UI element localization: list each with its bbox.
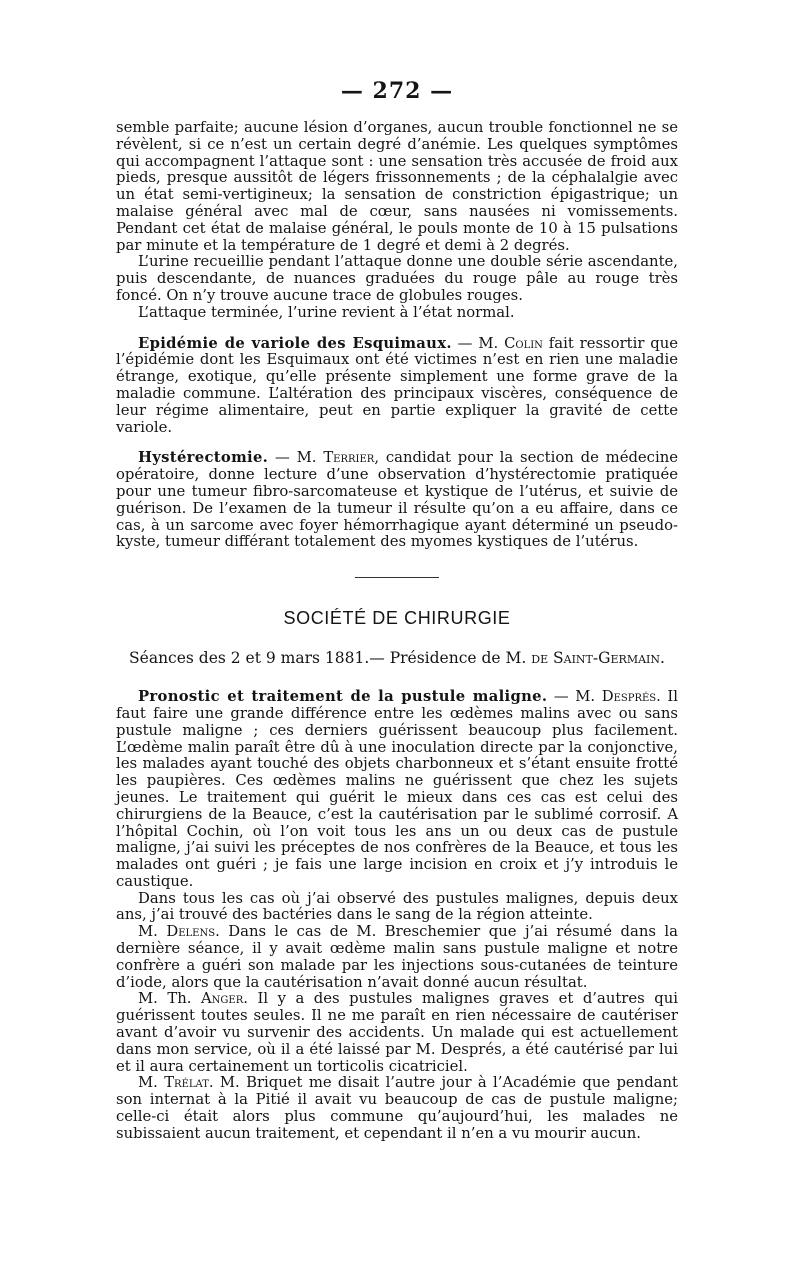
anger-text: . Il y a des pustules malignes graves et d’autres qui guérissent toutes seules. Il ne me paraît en rien nécessaire de cautériser avant d’avoir vu survenir des accidents. Un malade qui est actuellement dans mon service, où il a été laissé par M. Després, a été cautérisé par lui et il aura certainement un torticolis cicatriciel. [116, 990, 678, 1075]
author-colin: Colin [504, 334, 543, 352]
text-column [116, 78, 678, 1143]
delens-lead: M. [138, 923, 167, 941]
trelat-text: . M. Briquet me disait l’autre jour à l’Académie que pendant son internat à la Pitié il avait vu beaucoup de cas de pustule maligne; celle-ci était alors plus commune qu’aujourd’hui, les malades ne subissaient aucun traitement, et cependant il n’en a vu mourir aucun. [116, 1074, 678, 1142]
hysterectomie-text: , candidat pour la section de médecine opératoire, donne lecture d’une observation d’hystérectomie pratiquée pour une tumeur fibro-sarcomateuse et kystique de l’utérus, et suivie de guérison. De l’examen de la tumeur il résulte qu’on a eu affaire, dans ce cas, à un sarcome avec foyer hémorrhagique ayant déterminé un pseudo-kyste, tumeur différant totalement des myomes kystiques de l’utérus. [116, 449, 678, 551]
anger-lead: M. Th. [138, 990, 201, 1008]
paragraph-anger [116, 991, 678, 1075]
variole-lead: — M. [451, 334, 505, 352]
trelat-lead: M. [138, 1074, 165, 1092]
author-despres: Després [601, 688, 657, 706]
section-divider [355, 577, 439, 578]
delens-text: . Dans le cas de M. Breschemier que j’ai résumé dans la dernière séance, il y avait œdème malin sans pustule maligne et notre confrère a guéri son malade par les injections sous-cutanées de teinture d’iode, alors que la cautérisation n’avait donné aucun résultat. [116, 923, 678, 991]
spacer [116, 436, 678, 450]
paragraph-pustule [116, 689, 678, 891]
president-name: de Saint-Germain. [531, 649, 665, 668]
heading-variole: Epidémie de variole des Esquimaux. [138, 334, 452, 352]
paragraph-attack-end: L’attaque terminée, l’urine revient à l’état normal. [138, 303, 515, 321]
pustule-lead: — M. [547, 688, 602, 706]
author-terrier: Terrier [323, 449, 375, 467]
paragraph-urine: L’urine recueillie pendant l’attaque donne une double série ascendante, puis descendante, de nuances graduées du rouge pâle au rouge très foncé. On n’y trouve aucune trace de globules rouges. [116, 253, 678, 304]
paragraph-variole [116, 336, 678, 437]
session-text: Séances des 2 et 9 mars 1881.— Présidence de M. [129, 649, 532, 668]
author-anger: Anger [201, 990, 244, 1008]
hysterectomie-lead: — M. [268, 449, 324, 467]
session-line [116, 649, 678, 667]
page-number: — 272 — [340, 78, 454, 104]
paragraph-delens [116, 924, 678, 991]
paragraph-hysterectomie [116, 450, 678, 551]
variole-text: fait ressortir que l’épidémie dont les Esquimaux ont été victimes n’est en rien une maladie étrange, exotique, qu’elle présente simplement une forme grave de la maladie commune. L’altération des principaux viscères, conséquence de leur régime alimentaire, peut en partie expliquer la gravité de cette variole. [116, 334, 679, 436]
heading-hysterectomie: Hystérectomie. [138, 449, 269, 467]
author-delens: Delens [166, 923, 216, 941]
section-title: SOCIÉTÉ DE CHIRURGIE [283, 608, 511, 629]
paragraph-bacteries: Dans tous les cas où j’ai observé des pustules malignes, depuis deux ans, j’ai trouvé des bactéries dans le sang de la région atteinte. [116, 889, 678, 924]
author-trelat: Trélat [164, 1074, 209, 1092]
spacer [116, 322, 678, 336]
paragraph-trelat [116, 1075, 678, 1142]
heading-pustule: Pronostic et traitement de la pustule maligne. [138, 688, 548, 706]
paragraph-symptoms: semble parfaite; aucune lésion d’organes, aucun trouble fonctionnel ne se révèlent, si ce n’est un certain degré d’anémie. Les quelques symptômes qui accompagnent l’attaque sont : une sensation très accusée de froid aux pieds, presque aussitôt de légers frissonnements ; de la céphalalgie avec un état semi-vertigineux; la sensation de constriction épigastrique; un malaise général avec mal de cœur, sans nausées ni vomissements. Pendant cet état de malaise général, le pouls monte de 10 à 15 pulsations par minute et la température de 1 degré et demi à 2 degrés. [116, 119, 678, 254]
pustule-text: . Il faut faire une grande différence entre les œdèmes malins avec ou sans pustule maligne ; ces derniers guérissent beaucoup plus facilement. L’œdème malin paraît être dû à une inoculation directe par la conjonctive, les malades ayant touché des objets charbonneux et s’étant ensuite frotté les paupières. Ces œdèmes malins ne guérissent que chez les sujets jeunes. Le traitement qui guérit le mieux dans ces cas est celui des chirurgiens de la Beauce, c’est la cautérisation par le sublimé corrosif. A l’hôpital Cochin, où l’on voit tous les ans un ou deux cas de pustule maligne, j’ai suivi les préceptes de nos confrères de la Beauce, et tous les malades ont guéri ; je fais une large incision en croix et j’y introduis le caustique. [116, 688, 678, 890]
